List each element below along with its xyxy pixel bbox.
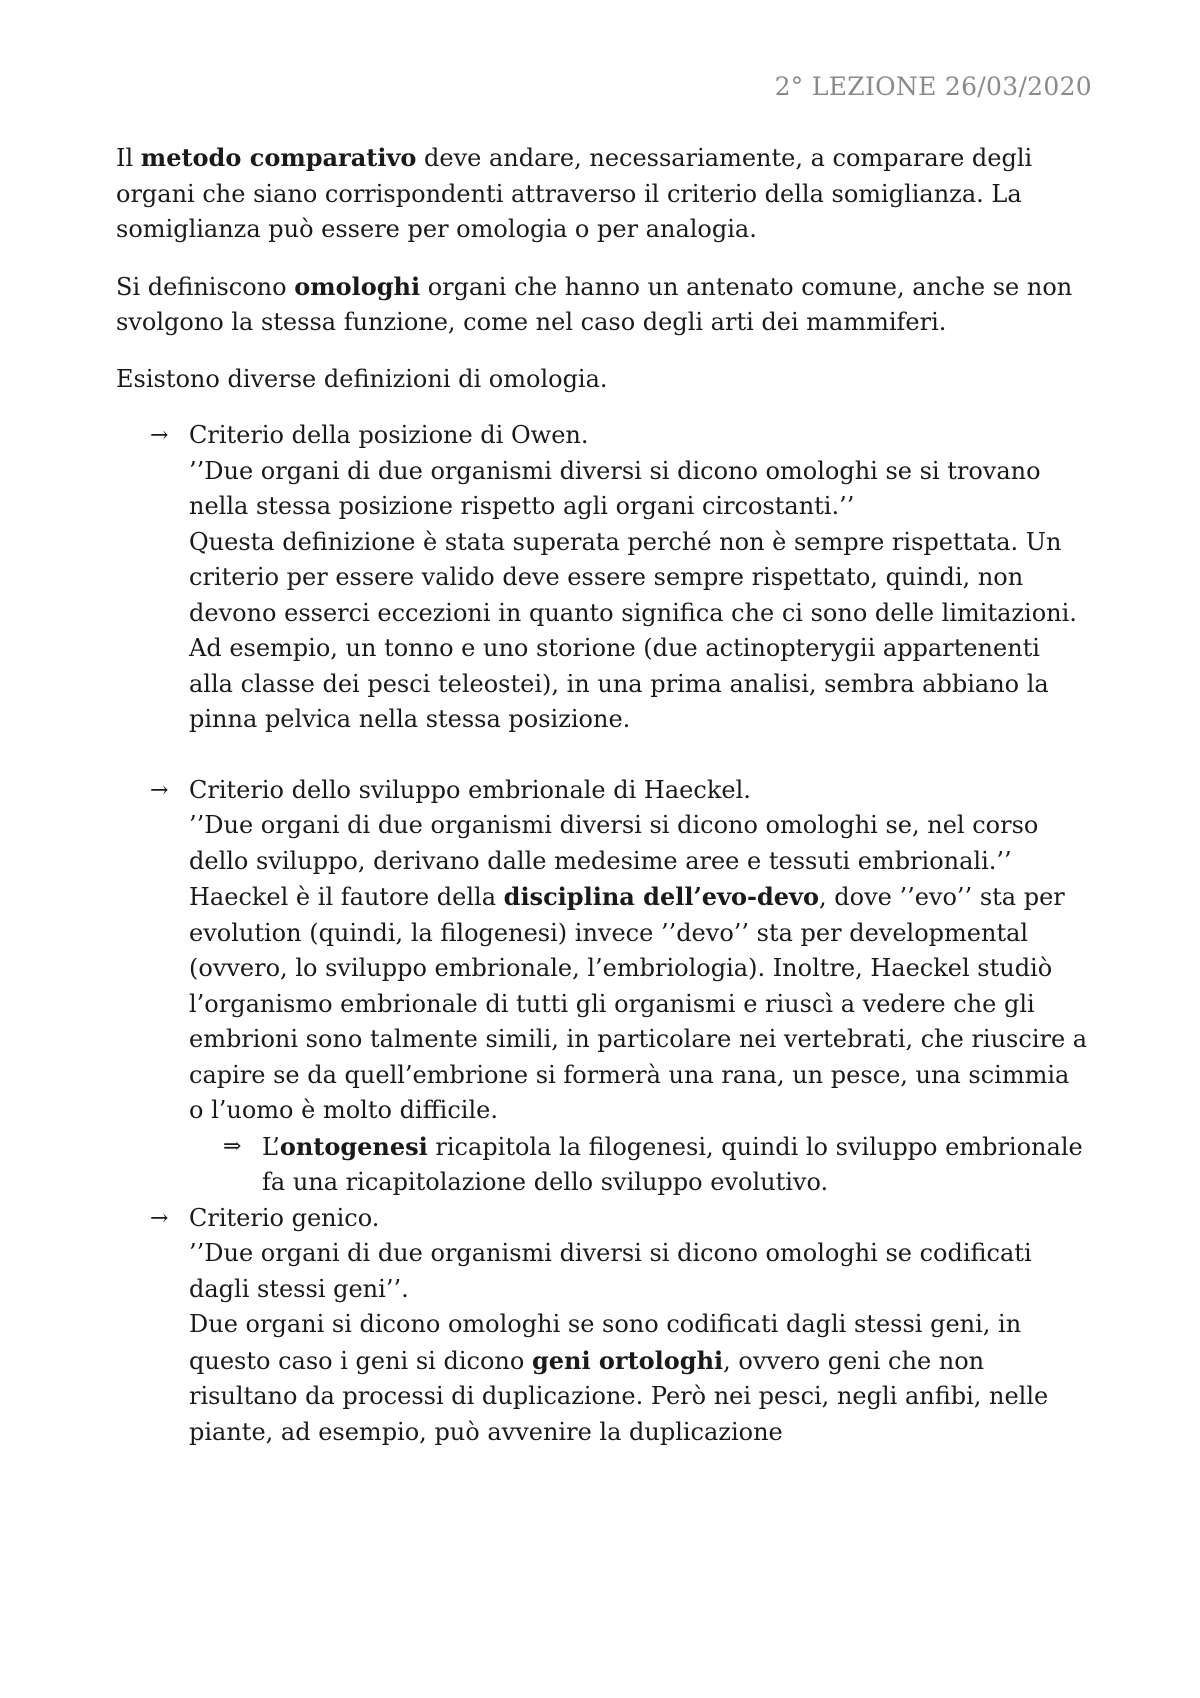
criteria-list [116,418,1091,1450]
criterion-text [189,1307,1091,1450]
p2-text-end: organi che hanno un antenato comune, anche se non svolgono la stessa funzione, come nel caso degli arti dei mammiferi. [116,272,1073,336]
double-arrow-right-icon: ⇒ [223,1133,242,1159]
paragraph-homologous [116,269,1091,341]
p1-text-end: deve andare, necessariamente, a comparare degli organi che siano corrispondenti attraverso il criterio della somiglianza. La somiglianza può essere per omologia o per analogia. [116,144,1033,243]
sub-text-start: L’ [262,1132,280,1161]
term-ontogenesi: ontogenesi [279,1131,428,1161]
sub-text-end: ricapitola la filogenesi, quindi lo sviluppo embrionale fa una ricapitolazione dello sviluppo evolutivo. [262,1132,1083,1196]
list-item-haeckel [116,773,1091,1201]
haeckel-text-start: Haeckel è il fautore della [189,883,504,911]
sub-list-item-ontogenesi [189,1129,1091,1201]
criterion-title: Criterio dello sviluppo embrionale di Haeckel. [189,775,751,804]
p2-text-start: Si definiscono [116,272,295,301]
paragraph-comparative-method [116,140,1091,248]
arrow-right-icon: → [150,1205,169,1231]
paragraph-definitions-intro: Esistono diverse definizioni di omologia. [116,364,608,393]
criterion-quote: ’’Due organi di due organismi diversi si dicono omologhi se, nel corso dello sviluppo, derivano dalle medesime aree e tessuti embrionali.’’ [189,811,1039,875]
lesson-header: 2° LEZIONE 26/03/2020 [774,72,1092,101]
term-omologhi: omologhi [294,271,421,301]
criterion-text: Questa definizione è stata superata perché non è sempre rispettata. Un criterio per essere valido deve essere sempre rispettato, quindi, non devono esserci eccezioni in quanto significa che ci sono delle limitazioni. Ad esempio, un tonno e uno storione (due actinopterygii appartenenti alla classe dei pesci teleostei), in una prima analisi, sembra abbiano la pinna pelvica nella stessa posizione. [189,527,1077,733]
criterion-title: Criterio genico. [189,1203,380,1232]
criterion-text [189,879,1091,1129]
list-item-owen [116,418,1091,738]
genico-text-end: , ovvero geni che non risultano da processi di duplicazione. Però nei pesci, negli anfibi, nelle piante, ad esempio, può avvenire la duplicazione [189,1346,1049,1446]
p1-text-start: Il [116,144,141,172]
term-metodo-comparativo: metodo comparativo [140,143,417,172]
haeckel-text-end: , dove ’’evo’’ sta per evolution (quindi, la filogenesi) invece ’’devo’’ sta per developmental (ovvero, lo sviluppo embrionale, l’embriologia). Inoltre, Haeckel studiò l’organismo embrionale di tutti gli organismi e riuscì a vedere che gli embrioni sono talmente simili, in particolare nei vertebrati, che riuscire a capire se da quell’embrione si formerà una rana, un pesce, una scimmia o l’uomo è molto difficile. [189,883,1088,1124]
document-body [116,140,1091,1450]
criterion-quote: ’’Due organi di due organismi diversi si dicono omologhi se codificati dagli stessi geni’’. [189,1239,1032,1303]
list-item-genico [116,1201,1091,1451]
arrow-right-icon: → [150,423,169,448]
arrow-right-icon: → [150,777,169,803]
criterion-title: Criterio della posizione di Owen. [189,421,589,449]
genico-text-start: Due organi si dicono omologhi se sono codificati dagli stessi geni, in questo caso i geni si dicono [189,1310,1022,1375]
term-geni-ortologhi: geni ortologhi [531,1345,724,1375]
criterion-quote: ’’Due organi di due organismi diversi si dicono omologhi se si trovano nella stessa posizione rispetto agli organi circostanti.’’ [189,456,1041,520]
term-evo-devo: disciplina dell’evo-devo [503,882,819,911]
